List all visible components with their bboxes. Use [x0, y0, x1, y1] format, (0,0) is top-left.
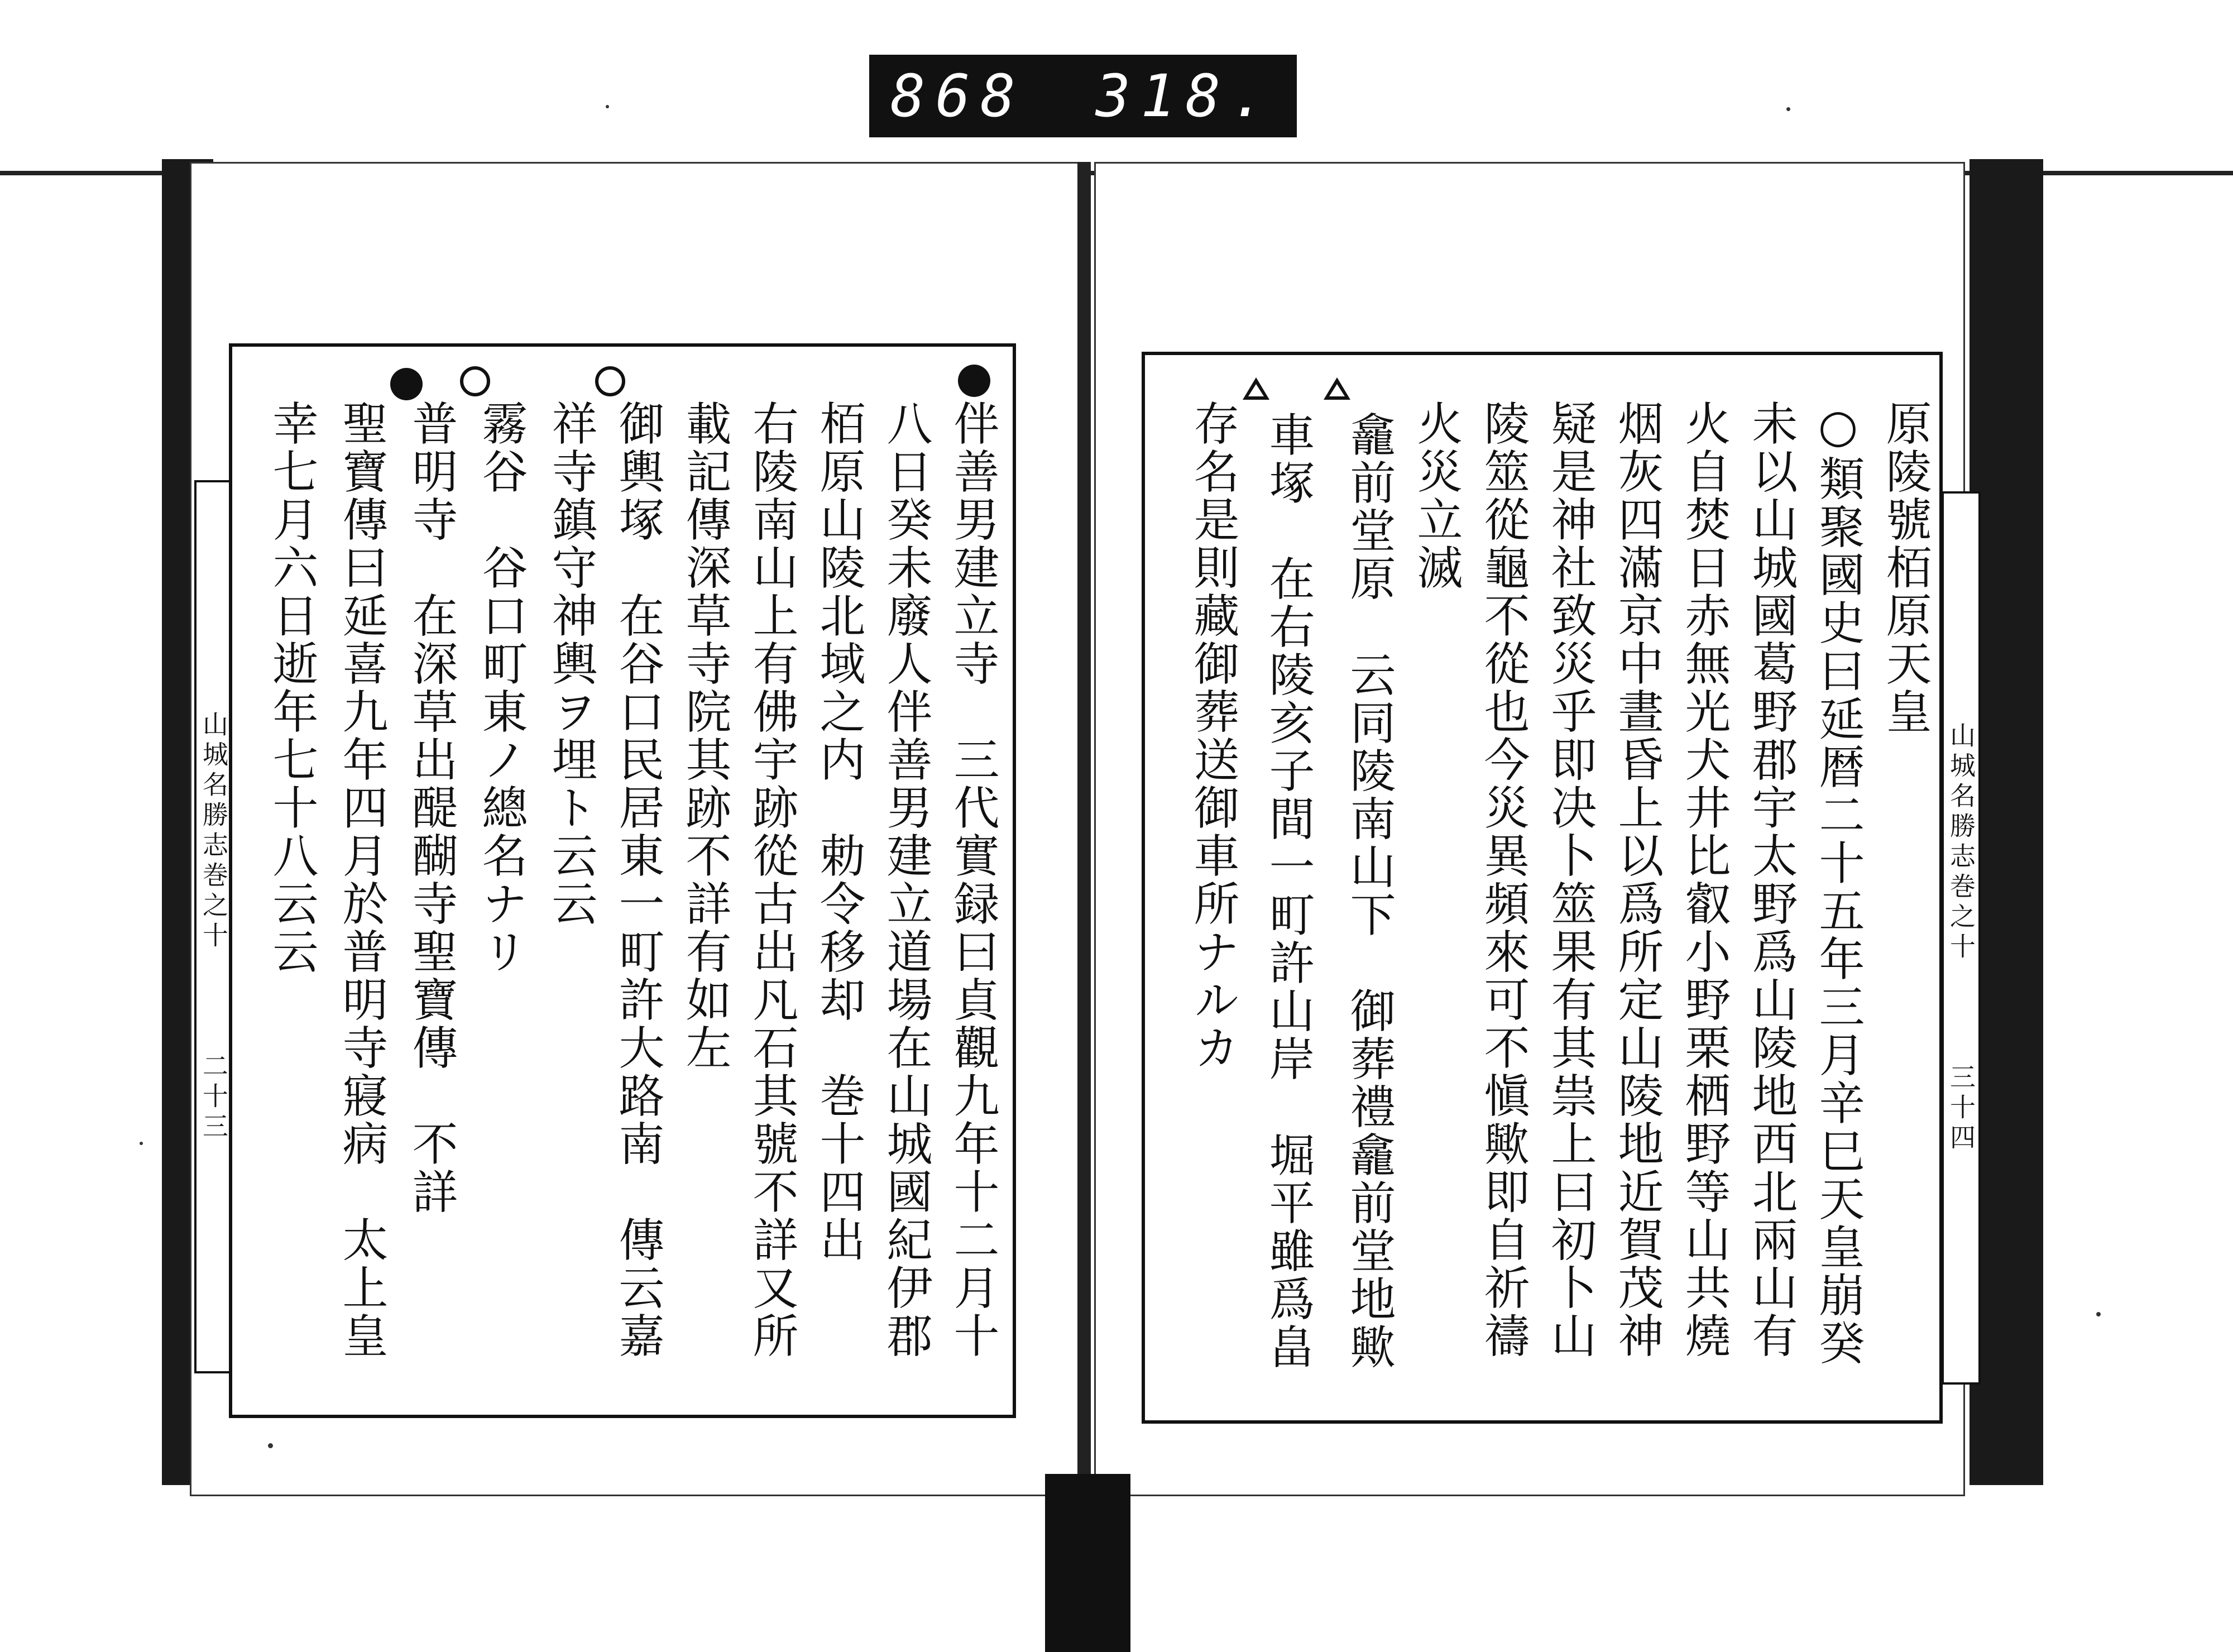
right-edge-title-strip: [1942, 491, 1981, 1385]
scan-speck: [2096, 1312, 2101, 1316]
text-column: 幸七月六日逝年七十八云云: [265, 400, 318, 976]
right-text-block: [1142, 352, 1943, 1424]
left-text-block: [229, 343, 1016, 1418]
frame-number-right: 318.: [1095, 62, 1276, 130]
scan-speck: [268, 1443, 273, 1448]
text-column: 聖寶傳曰延喜九年四月於普明寺寢病 太上皇: [335, 400, 388, 1360]
frame-number-left: 868: [890, 62, 1026, 130]
triangle-mark: [1324, 377, 1350, 400]
text-column: 右陵南山上有佛宇跡從古出凡石其號不詳又所: [745, 400, 798, 1360]
text-column: 車塚 在右陵亥子間一町許山岸 堀平雖爲畠: [1262, 411, 1315, 1371]
open-circle-mark: [595, 366, 625, 396]
text-column: 存名是則藏御葬送御車所ナルカ: [1186, 400, 1239, 1072]
scan-speck: [140, 1142, 143, 1145]
filled-circle-mark: [390, 368, 423, 400]
spine-tab: [1045, 1474, 1130, 1652]
book-gutter: [1077, 162, 1091, 1502]
scan-speck: [1786, 107, 1790, 111]
text-column: ○類聚國史曰延暦二十五年三月辛巳天皇崩癸: [1812, 400, 1865, 1367]
text-column: 御輿塚 在谷口民居東一町許大路南 傳云嘉: [611, 400, 664, 1360]
text-column: 栢原山陵北域之内 勅令移却 巻十四出: [812, 400, 865, 1264]
text-column: 載記傳深草寺院其跡不詳有如左: [678, 400, 731, 1072]
text-column: 龕前堂原 云同陵南山下 御葬禮龕前堂地歟: [1343, 411, 1396, 1371]
frame-number-label: [869, 55, 1297, 137]
left-edge-title: 山城名勝志巻之十: [199, 711, 229, 952]
text-column: 普明寺 在深草出醍醐寺聖寶傳 不詳: [405, 400, 458, 1216]
text-column: 烟灰四滿京中晝昏上以爲所定山陵地近賀茂神: [1611, 400, 1664, 1360]
open-circle-mark: [460, 366, 490, 396]
text-column: 霧谷 谷口町東ノ總名ナリ: [475, 400, 528, 976]
text-column: 火災立滅: [1410, 400, 1463, 592]
text-column: 疑是神社致災乎即决卜筮果有其祟上曰初卜山: [1544, 400, 1597, 1360]
text-column: 原陵號栢原天皇: [1879, 400, 1932, 736]
text-column: 陵筮從龜不從也今災異頻來可不愼歟即自祈禱: [1477, 400, 1530, 1360]
right-edge-folio: 三十四: [1946, 1064, 1976, 1154]
text-column: 火自焚日赤無光犬井比叡小野栗栖野等山共燒: [1678, 400, 1731, 1360]
text-column: 八日癸未廢人伴善男建立道場在山城國紀伊郡: [879, 400, 932, 1360]
text-column: 未以山城國葛野郡宇太野爲山陵地西北兩山有: [1745, 400, 1798, 1360]
scan-speck: [606, 105, 609, 108]
text-column: 伴善男建立寺 三代實録曰貞觀九年十二月十: [946, 400, 999, 1360]
left-edge-folio: 二十三: [199, 1052, 229, 1143]
right-edge-title: 山城名勝志巻之十: [1946, 722, 1976, 963]
triangle-mark: [1243, 377, 1269, 400]
filled-circle-mark: [958, 365, 990, 397]
left-edge-title-strip: [194, 480, 233, 1373]
text-column: 祥寺鎮守神輿ヲ埋ト云云: [544, 400, 597, 928]
